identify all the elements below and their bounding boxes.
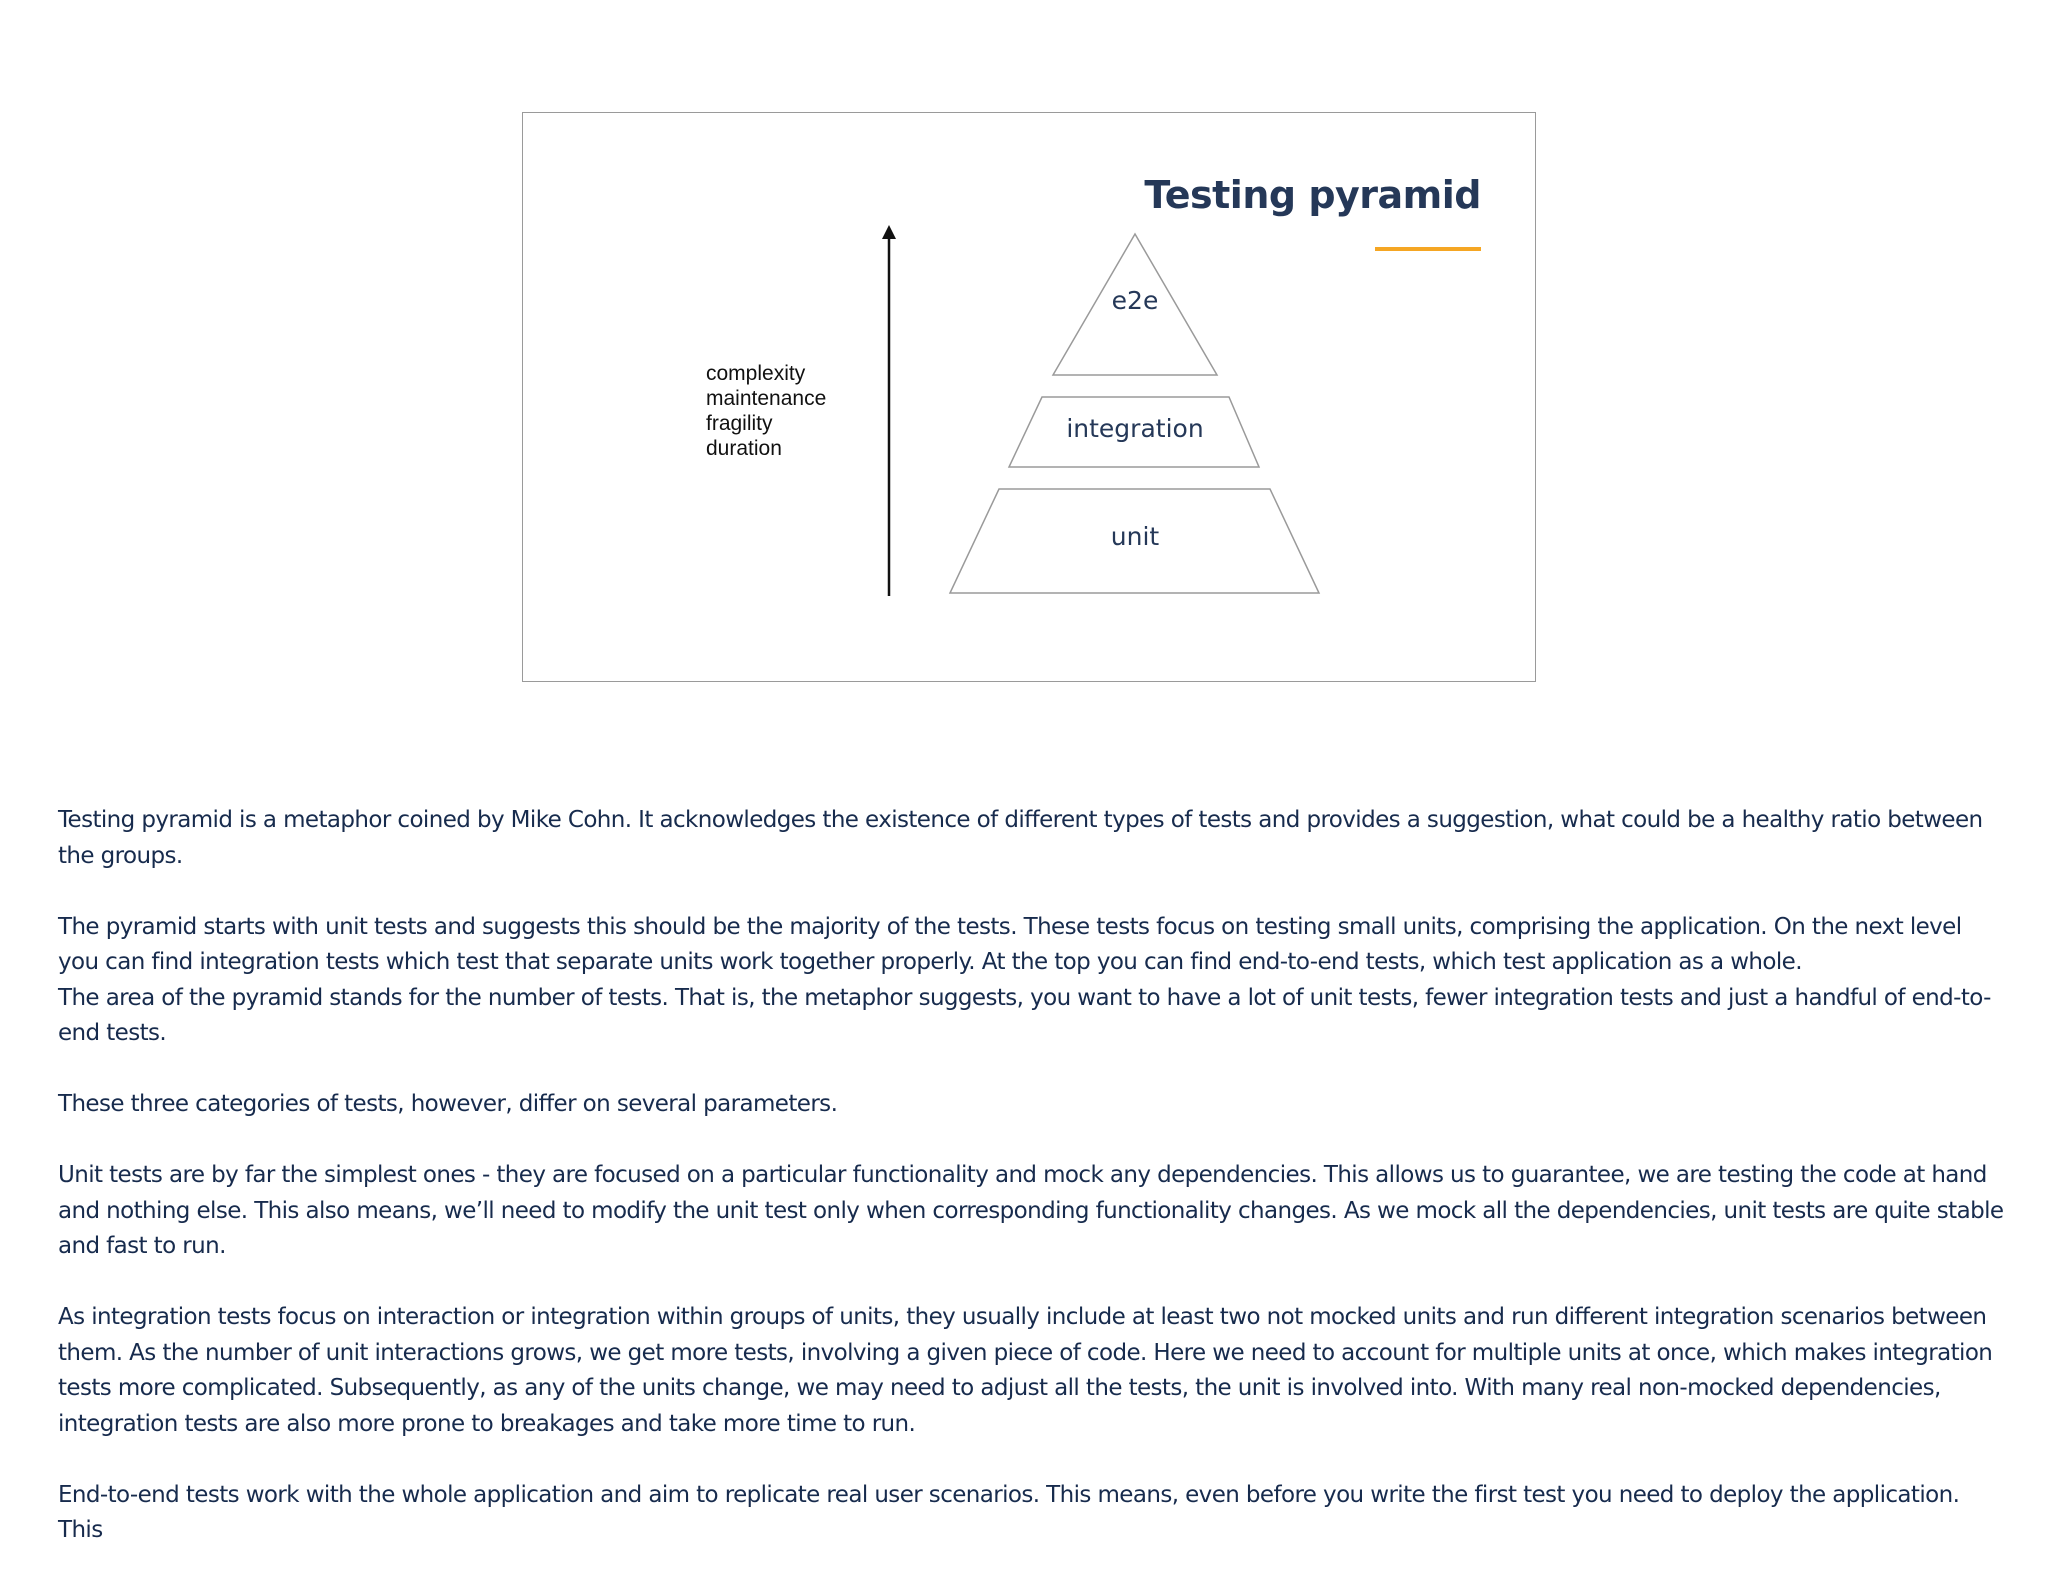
metric-complexity: complexity: [706, 362, 806, 385]
increase-arrow-head: [882, 225, 896, 239]
metrics-list: [706, 361, 826, 461]
paragraph-e2e-tests: End-to-end tests work with the whole application and aim to replicate real user scenarios. This means, even before you write the first test you need to deploy the application. This: [58, 1481, 1960, 1543]
layer-label-e2e: e2e: [1111, 286, 1159, 315]
figure-title: Testing pyramid: [1144, 173, 1481, 217]
paragraph-intro: Testing pyramid is a metaphor coined by Mike Cohn. It acknowledges the existence of different types of tests and provides a suggestion, what could be a healthy ratio between the groups.: [58, 807, 1983, 869]
testing-pyramid-figure: [522, 112, 1536, 682]
metric-fragility: fragility: [706, 412, 773, 435]
article-body: [58, 803, 2008, 1584]
title-underline: [1375, 247, 1481, 251]
paragraph-unit-tests: Unit tests are by far the simplest ones - they are focused on a particular functionality and mock any dependencies. This allows us to guarantee, we are testing the code at hand and nothing else. This also means, we’ll need to modify the unit test only when corresponding functionality changes. As we mock all the dependencies, unit tests are quite stable and fast to run.: [58, 1162, 2004, 1259]
layer-label-unit: unit: [1110, 522, 1160, 551]
paragraph-integration-tests: As integration tests focus on interaction or integration within groups of units, they usually include at least two not mocked units and run different integration scenarios between them. As the number of unit interactions grows, we get more tests, involving a given piece of code. Here we need to account for multiple units at once, which makes integration tests more complicated. Subsequently, as any of the units change, we may need to adjust all the tests, the unit is involved into. With many real non-mocked dependencies, integration tests are also more prone to breakages and take more time to run.: [58, 1304, 1993, 1437]
layer-label-integration: integration: [1066, 414, 1204, 443]
metric-duration: duration: [706, 437, 782, 460]
paragraph-pyramid-levels: The pyramid starts with unit tests and suggests this should be the majority of the tests. These tests focus on testing small units, comprising the application. On the next level you can find integration tests which test that separate units work together properly. At the top you can find end-to-end tests, which test application as a whole.: [58, 913, 1962, 975]
paragraph-categories: These three categories of tests, however, differ on several parameters.: [58, 1091, 838, 1117]
paragraph-pyramid-area: The area of the pyramid stands for the number of tests. That is, the metaphor suggests, you want to have a lot of unit tests, fewer integration tests and just a handful of end-to-end tests.: [58, 984, 1991, 1046]
metric-maintenance: maintenance: [706, 387, 827, 410]
